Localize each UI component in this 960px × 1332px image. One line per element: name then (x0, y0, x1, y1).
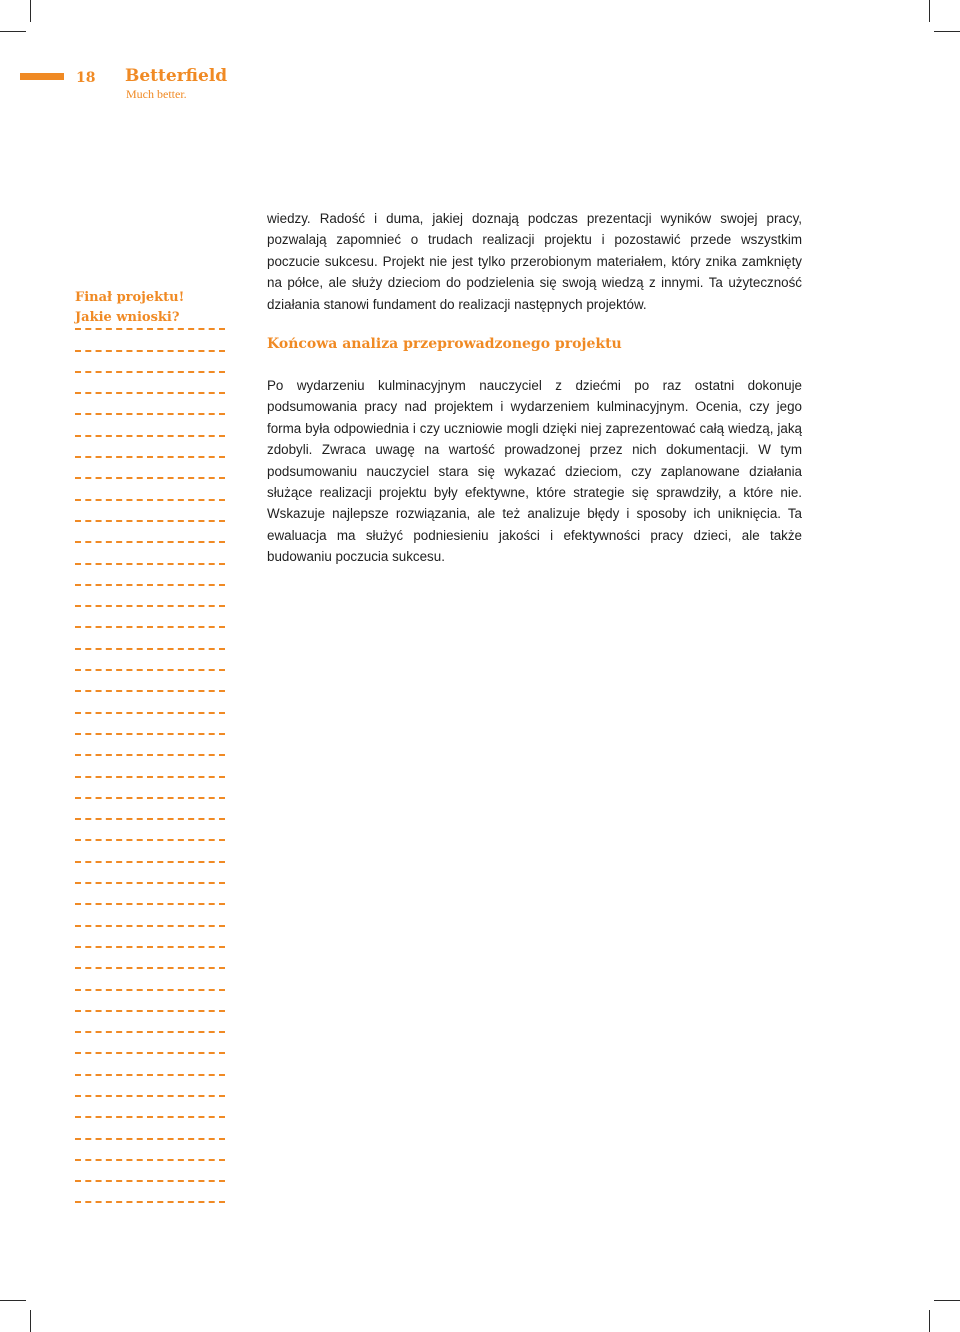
dashed-note-line (75, 820, 225, 841)
dashed-note-line (75, 479, 225, 500)
dashed-note-line (75, 650, 225, 671)
crop-mark-top-right-horizontal (934, 31, 960, 32)
dashed-note-line (75, 415, 225, 436)
dashed-note-line (75, 1012, 225, 1033)
dashed-note-line (75, 905, 225, 926)
crop-mark-bottom-right-horizontal (934, 1300, 960, 1301)
dashed-note-line (75, 394, 225, 415)
section-heading: Końcowa analiza przeprowadzonego projektu (267, 336, 622, 353)
crop-mark-bottom-left-horizontal (0, 1300, 26, 1301)
dashed-note-line (75, 628, 225, 649)
analysis-paragraph: Po wydarzeniu kulminacyjnym nauczyciel z dziećmi po raz ostatni dokonuje podsumowania pracy nad projektem i wydarzeniem kulminacyjnym. Ocenia, czy jego forma była odpowiednia i czy uczniowie mogli dzięki niej zaprezentować całą wiedzą, jaką zdobyli. Zwraca uwagę na wartość prowadzonej przez nich dokumentacji. W tym podsumowaniu nauczyciel stara się wykazać dzieciom, czy zaplanowane działania służące realizacji projektu były efektywne, które strategie się sprawdziły, a które nie. Wskazuje najlepsze rozwiązania, ale też analizuje błędy i sposoby ich uniknięcia. Ta ewaluacja ma służyć podniesieniu jakości i efektywności pracy dzieci, ale także budowaniu poczucia sukcesu. (267, 378, 802, 565)
crop-mark-bottom-right (929, 1310, 930, 1332)
dashed-note-line (75, 948, 225, 969)
header-accent-bar (20, 73, 64, 80)
dashed-note-line (75, 522, 225, 543)
dashed-note-line (75, 565, 225, 586)
dashed-note-line (75, 1033, 225, 1054)
dashed-note-line (75, 586, 225, 607)
dashed-note-line (75, 799, 225, 820)
page-number: 18 (76, 70, 96, 86)
dashed-note-line (75, 501, 225, 522)
dashed-note-line (75, 927, 225, 948)
dashed-note-line (75, 692, 225, 713)
dashed-note-line (75, 969, 225, 990)
sidebar-heading-line-1: Finał projektu! (75, 290, 185, 305)
dashed-note-line (75, 373, 225, 394)
main-text-column (267, 208, 802, 568)
intro-paragraph: wiedzy. Radość i duma, jakiej doznają podczas prezentacji wyników swojej pracy, pozwalają zapomnieć o trudach realizacji projektu i pozostawić przede wszystkim poczucie sukcesu. Projekt nie jest tylko przerobionym materiałem, który znika zamknięty na półce, ale służy dzieciom do podzielenia się swoją wiedzą z innymi. Ta użyteczność działania stanowi fundament do realizacji następnych projektów. (267, 211, 802, 312)
dashed-note-line (75, 863, 225, 884)
dashed-note-line (75, 841, 225, 862)
dashed-note-line (75, 458, 225, 479)
dashed-note-line (75, 1140, 225, 1161)
brand-tagline: Much better. (126, 87, 187, 101)
dashed-note-line (75, 778, 225, 799)
dashed-note-line (75, 991, 225, 1012)
dashed-note-line (75, 714, 225, 735)
dashed-note-line (75, 1118, 225, 1139)
crop-mark-bottom-left (30, 1310, 31, 1332)
dashed-note-line (75, 735, 225, 756)
dashed-note-line (75, 352, 225, 373)
dashed-note-line (75, 1097, 225, 1118)
dashed-note-line (75, 437, 225, 458)
dashed-note-line (75, 756, 225, 777)
dashed-note-line (75, 1182, 225, 1203)
dashed-note-line (75, 309, 225, 330)
dashed-note-line (75, 543, 225, 564)
crop-mark-top-left-horizontal (0, 31, 26, 32)
dashed-note-line (75, 884, 225, 905)
brand-name: Betterfield (125, 66, 228, 86)
dashed-note-line (75, 330, 225, 351)
crop-mark-top-left (30, 0, 31, 22)
crop-mark-top-right (929, 0, 930, 22)
sidebar-heading-line-2: Jakie wnioski? (75, 310, 180, 325)
dashed-note-line (75, 1076, 225, 1097)
dashed-note-line (75, 607, 225, 628)
dashed-note-line (75, 671, 225, 692)
dashed-note-line (75, 1161, 225, 1182)
dashed-note-line (75, 1054, 225, 1075)
dashed-note-lines (75, 309, 225, 1203)
